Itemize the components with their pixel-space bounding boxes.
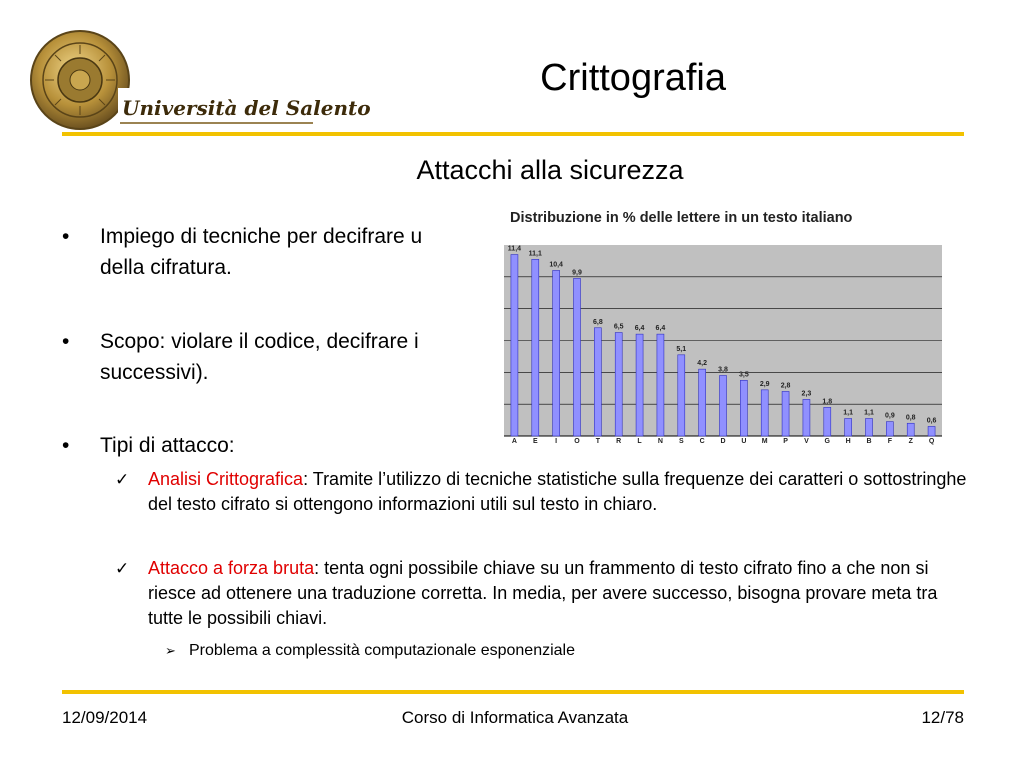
bar-E <box>532 259 539 436</box>
x-tick-label: M <box>761 438 768 445</box>
data-label: 4,2 <box>697 360 708 368</box>
bar-F <box>886 422 893 436</box>
chart-title: Distribuzione in % delle lettere in un testo italiano <box>510 210 853 226</box>
x-tick-label: B <box>866 438 872 445</box>
bullet-item <box>62 430 502 464</box>
data-label: 10,4 <box>549 261 563 269</box>
sub-sub-bullet-text: Problema a complessità computazionale esponenziale <box>189 642 575 659</box>
bar-Q <box>928 426 935 436</box>
footer-course: Corso di Informatica Avanzata <box>401 708 629 727</box>
data-label: 0,9 <box>884 412 895 420</box>
logo-wordmark: Università del Salento <box>122 96 371 120</box>
footer-page-number: 12/78 <box>921 708 964 727</box>
x-tick-label: L <box>637 438 642 445</box>
data-label: 11,1 <box>528 250 542 258</box>
x-tick-label: T <box>595 438 600 445</box>
bar-R <box>615 333 622 436</box>
bar-B <box>866 418 873 436</box>
bar-Z <box>907 423 914 436</box>
data-label: 5,1 <box>676 345 687 353</box>
slide-subtitle: Attacchi alla sicurezza <box>416 155 684 185</box>
bar-U <box>740 380 747 436</box>
x-tick-label: U <box>741 438 747 445</box>
data-label: 11,4 <box>507 245 522 253</box>
x-tick-label: S <box>678 438 684 445</box>
bullet-dot-icon: • <box>62 434 70 457</box>
bar-L <box>636 334 643 436</box>
data-label: 6,4 <box>634 325 645 333</box>
data-label: 0,8 <box>905 414 916 422</box>
bullet-item <box>62 326 502 392</box>
x-tick-label: A <box>511 438 517 445</box>
bullet-dot-icon: • <box>62 225 70 248</box>
university-logo <box>28 28 371 133</box>
letter-frequency-chart <box>492 202 952 445</box>
bar-C <box>699 369 706 436</box>
x-tick-label: C <box>699 438 705 445</box>
bar-M <box>761 390 768 436</box>
bar-P <box>782 391 789 436</box>
data-label: 6,8 <box>592 318 603 326</box>
x-tick-label: N <box>657 438 663 445</box>
data-label: 1,8 <box>822 398 833 406</box>
bullet-text: Scopo: violare il codice, decifrare i successivi). <box>100 330 419 384</box>
bullet-text: Impiego di tecniche per decifrare u della cifratura. <box>100 225 423 279</box>
x-tick-label: G <box>824 438 831 445</box>
x-tick-label: O <box>574 438 580 445</box>
bar-V <box>803 399 810 436</box>
x-tick-label: H <box>845 438 851 445</box>
x-tick-label: D <box>720 438 726 445</box>
slide-title: Crittografia <box>540 57 726 99</box>
bar-D <box>720 376 727 436</box>
bar-N <box>657 334 664 436</box>
data-label: 9,9 <box>572 269 582 277</box>
term-highlight: Attacco a forza bruta <box>148 558 315 578</box>
bar-A <box>511 255 518 436</box>
bullet-text: Tipi di attacco: <box>100 434 235 457</box>
data-label: 1,1 <box>864 409 874 417</box>
sub-bullet-item <box>115 556 970 634</box>
bar-O <box>574 278 581 436</box>
x-tick-label: F <box>887 438 892 445</box>
x-tick-label: V <box>804 438 809 445</box>
sub-bullet-item <box>115 467 970 545</box>
bar-T <box>594 328 601 436</box>
x-tick-label: I <box>555 438 558 445</box>
data-label: 3,5 <box>738 371 749 379</box>
x-tick-label: Z <box>908 438 913 445</box>
x-tick-label: E <box>532 438 538 445</box>
arrow-bullet-icon: ➢ <box>165 643 176 658</box>
sub-bullet-text: Analisi Crittografica: Tramite l’utilizzo di tecniche statistiche sulla frequenze dei caratteri o sottostringhe del testo cifrato si ottengono informazioni utili sul testo in chiaro. <box>148 469 967 514</box>
bullet-dot-icon: • <box>62 330 70 353</box>
bar-G <box>824 407 831 436</box>
data-label: 0,6 <box>926 417 937 425</box>
bar-I <box>553 270 560 436</box>
bar-S <box>678 355 685 436</box>
x-tick-label: P <box>783 438 788 445</box>
seal-icon <box>31 31 129 129</box>
bar-H <box>845 418 852 436</box>
data-label: 1,1 <box>843 409 854 417</box>
data-label: 2,3 <box>801 390 812 398</box>
bullet-item <box>62 221 502 287</box>
checkmark-icon: ✓ <box>115 470 130 489</box>
sub-bullet-text: Attacco a forza bruta: tenta ogni possibile chiave su un frammento di testo cifrato fino a che non si riesce ad ottenere una traduzione corretta. In media, per avere successo, bisogna provare meta tra tutte le possibili chiavi. <box>148 558 938 628</box>
header-divider <box>62 132 964 136</box>
x-tick-label: Q <box>928 438 935 445</box>
term-highlight: Analisi Crittografica <box>148 469 304 489</box>
footer-divider <box>62 690 964 694</box>
x-tick-label: R <box>616 438 622 445</box>
data-label: 2,9 <box>759 380 770 388</box>
checkmark-icon: ✓ <box>115 559 130 578</box>
data-label: 3,8 <box>718 366 728 374</box>
data-label: 2,8 <box>780 382 791 390</box>
data-label: 6,4 <box>655 325 666 333</box>
data-label: 6,5 <box>613 323 624 331</box>
footer-date: 12/09/2014 <box>62 708 148 727</box>
